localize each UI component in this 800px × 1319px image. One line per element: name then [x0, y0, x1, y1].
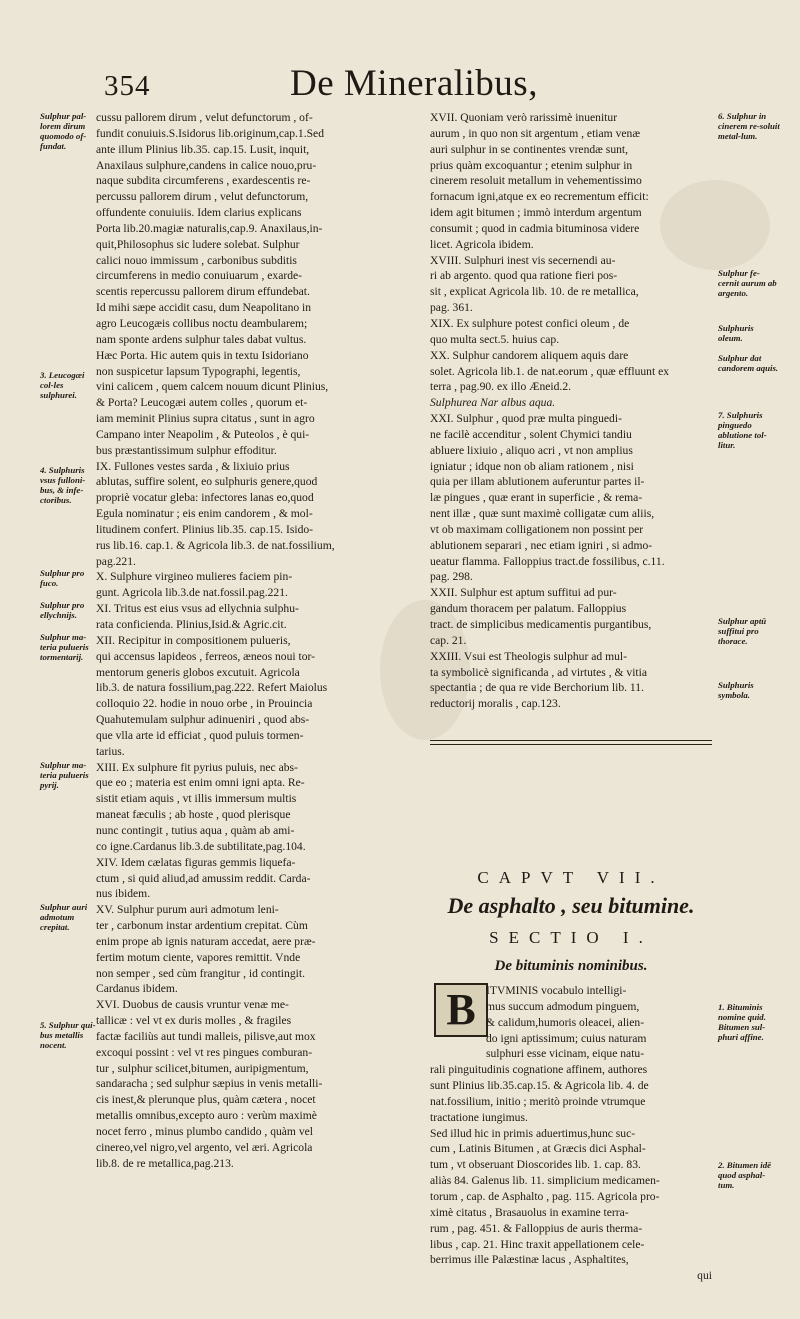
- text-line: ter , carbonum instar ardentium crepitat. Cùm: [96, 919, 308, 933]
- margin-note: Sulphur fe-cernit aurum ab argento.: [718, 268, 777, 298]
- text-line: ne facilè accenditur , solent Chymici tandiu: [430, 427, 632, 441]
- text-line: XX. Sulphur candorem aliquem aquis dare: [430, 348, 629, 362]
- text-line: ctum , si quid aliud,ad amussim reddit. Carda-: [96, 871, 311, 885]
- text-line: læ pingues , quæ erant in superficie , & rema-: [430, 491, 643, 505]
- section-heading: SECTIO I.: [489, 928, 653, 947]
- text-line: Porta lib.20.magiæ naturalis,cap.9. Anaxilaus,in-: [96, 221, 323, 235]
- chapter-rule: [430, 740, 712, 741]
- margin-note: 2. Bitumen idē quod asphal-tum.: [718, 1160, 772, 1190]
- text-line: lib.8. de re metallica,pag.213.: [96, 1156, 234, 1170]
- text-line: sunt Plinius lib.35.cap.15. & Agricola lib. 4. de: [430, 1079, 649, 1093]
- text-line: XIII. Ex sulphure fit pyrius puluis, nec abs-: [96, 760, 298, 774]
- text-line: mentorum generis globos excutuit. Agricola: [96, 665, 300, 679]
- text-line: spectantia ; de qua re vide Berchorium lib. 11.: [430, 681, 644, 695]
- text-line: Anaxilaus sulphure,candens in calice nouo,pru-: [96, 158, 317, 172]
- text-line: qui accensus lapideos , ferreos, æneos noui tor-: [96, 649, 316, 663]
- text-line: que eo ; materia est enim omni igni apta. Re-: [96, 776, 305, 790]
- text-line: lib.3. de natura fossilium,pag.222. Refert Maiolus: [96, 681, 328, 695]
- margin-note: Sulphuris oleum.: [718, 323, 754, 343]
- text-line: co igne.Cardanus lib.3.de subtilitate,pag.104.: [96, 839, 306, 853]
- text-line: cis inest,& plerunque plus, quàm cætera , nocet: [96, 1093, 316, 1107]
- text-line: iam meminit Plinius supra citatus , sunt in agro: [96, 412, 315, 426]
- text-line: sandaracha ; sed sulphur sæpius in venis metalli-: [96, 1077, 323, 1091]
- text-line: agro Leucogæis collibus noctu deambularem;: [96, 316, 308, 330]
- text-line: reductorij moralis , cap.123.: [430, 697, 561, 711]
- text-line: nocet ferro , minus plumbo candido , quàm vel: [96, 1125, 314, 1138]
- text-line: quo multa sect.5. huius cap.: [430, 332, 560, 346]
- left-text-column: [96, 110, 396, 1172]
- page-header: [0, 60, 800, 108]
- text-line: licet. Agricola ibidem.: [430, 237, 534, 251]
- text-line: naque subdita circumferens , exardescentis re-: [96, 174, 311, 188]
- text-line: non semper , sed cùm frangitur , id contingit.: [96, 966, 305, 980]
- text-line: nunc contingit , tutius aqua , quàm ab ami-: [96, 823, 295, 837]
- text-line: quia per illam ablutionem auferuntur partes il-: [430, 475, 645, 489]
- text-line: rus lib.16. cap.1. & Agricola lib.3. de nat.fossilium,: [96, 538, 335, 552]
- text-line: XVI. Duobus de causis vruntur venæ me-: [96, 998, 289, 1012]
- text-line: que vlla arte id efficiat , quod puluis tormen-: [96, 728, 304, 742]
- text-line: tractatione iungimus.: [430, 1110, 528, 1124]
- section-title: De bituminis nominibus.: [494, 958, 648, 974]
- text-line: ablutionem separari , nec etiam igniri , si admo-: [430, 538, 653, 552]
- text-line: vt ob maximam colligationem non possint per: [430, 522, 644, 536]
- text-line: XXIII. Vsui est Theologis sulphur ad mul-: [430, 649, 627, 663]
- text-line: fertim motum ciente, vapores remittit. Vnde: [96, 950, 301, 964]
- text-line: maneat fæculis ; ab hoste , quod plerisque: [96, 808, 291, 822]
- text-line: mus succum admodum pinguem,: [486, 999, 640, 1013]
- text-line: sistit etiam aquis , vt illis immersum multis: [96, 792, 297, 806]
- margin-note: Sulphur dat candorem aquis.: [718, 353, 779, 373]
- text-line: nat.fossilium, initio ; meritò proinde vtrumque: [430, 1094, 646, 1108]
- text-line: sit , explicat Agricola lib. 10. de re metallica,: [430, 285, 639, 299]
- text-line: litudinem confert. Plinius lib.35. cap.15. Isido-: [96, 522, 314, 536]
- text-line: nus ibidem.: [96, 887, 151, 901]
- text-line: igniatur ; idque non ob aliam rationem , nisi: [430, 459, 634, 473]
- right-text-column: [430, 110, 712, 712]
- text-line: Hæc Porta. Hic autem quis in textu Isidoriano: [96, 348, 309, 362]
- text-line: cum , Latinis Bitumen , at Græcis dici Asphal-: [430, 1142, 646, 1156]
- text-line: XXII. Sulphur est aptum suffitui ad pur-: [430, 586, 617, 600]
- margin-note: Sulphur ma-teria pulueris pyrij.: [40, 760, 89, 790]
- text-line: ueatur flamma. Falloppius tract.de fossilibus, c.11.: [430, 554, 665, 568]
- chapter-heading: CAPVT VII.: [477, 868, 665, 887]
- text-line: IX. Fullones vestes sarda , & lixiuio prius: [96, 459, 290, 473]
- text-line: solet. Agricola lib.1. de nat.eorum , quæ effluunt ex: [430, 364, 670, 378]
- text-line: non suspicetur lapsum Typographi, legentis,: [96, 364, 301, 378]
- text-line: percussu pallorem dirum , velut defunctorum,: [96, 190, 309, 204]
- text-line: factæ faciliùs aut tundi malleis, pilisve,aut mox: [96, 1029, 316, 1043]
- margin-note: Sulphur pal-lorem dirum quomodo of-fundat.: [40, 111, 87, 151]
- text-line: tallicæ : vel vt ex duris molles , & fragiles: [96, 1014, 292, 1028]
- text-line: rata conficienda. Plinius,Isid.& Agric.cit.: [96, 618, 287, 631]
- text-line: XI. Tritus est eius vsus ad ellychnia sulphu-: [96, 602, 299, 616]
- chapter-rule: [430, 744, 712, 745]
- text-line: libus , cap. 21. Hinc traxit appellationem cele-: [430, 1237, 645, 1251]
- text-line: nent illæ , quæ sunt maximè colligatæ cum aliis,: [430, 507, 655, 521]
- text-line: Sed illud hic in primis aduertimus,hunc suc-: [430, 1126, 636, 1140]
- text-line: tum , vt obseruant Dioscorides lib. 1. cap. 83.: [430, 1158, 641, 1172]
- margin-note: 4. Sulphuris vsus fulloni-bus, & infe-ctoribus.: [40, 465, 86, 505]
- text-line: ximè citatus , Brasauolus in examine terra-: [430, 1205, 629, 1219]
- text-line: rali pinguitudinis cognatione affinem, authores: [430, 1063, 648, 1077]
- text-line: colloquio 22. hodie in nouo orbe , in Prouincia: [96, 697, 313, 711]
- margin-note: Sulphur pro ellychnijs.: [40, 600, 85, 620]
- text-line: Egula nominatur ; eis enim candorem , & mol-: [96, 507, 313, 521]
- margin-note: Sulphur pro fuco.: [40, 568, 85, 588]
- text-line: XIX. Ex sulphure potest confici oleum , de: [430, 316, 630, 330]
- text-line: XV. Sulphur purum auri admotum leni-: [96, 903, 279, 917]
- text-line: consumit ; quod in cadmia bituminosa videre: [430, 221, 640, 235]
- text-line: XXI. Sulphur , quod præ multa pinguedi-: [430, 412, 622, 426]
- text-line: cinereo,vel nigro,vel argento, vel æri. Agricola: [96, 1140, 313, 1154]
- text-line: ante illum Plinius lib.35. cap.15. Lusit, inquit,: [96, 142, 310, 156]
- text-line: excoqui possint : vel vt res pingues comburan-: [96, 1045, 313, 1059]
- text-line: XIV. Idem cælatas figuras gemmis liquefa-: [96, 855, 296, 869]
- text-line: X. Sulphure virgineo mulieres faciem pin-: [96, 570, 293, 584]
- margin-note: Sulphur aptū suffitui pro thorace.: [718, 616, 767, 646]
- text-line: enim prope ab ignis naturam accedat, aere præ-: [96, 934, 316, 948]
- margin-note: 1. Bituminis nomine quid. Bitumen sul-phuri affine.: [718, 1002, 766, 1042]
- text-line: berrimus ille Palæstinæ lacus , Asphaltites,: [430, 1253, 629, 1267]
- text-line: ITVMINIS vocabulo intelligi-: [486, 984, 627, 997]
- text-line: abluere lixiuio , aliquo acri , vt non amplius: [430, 443, 633, 457]
- text-line: ta symbolicè significanda , ad virtutes , & vitia: [430, 665, 648, 679]
- text-line: Quahutemulam sulphur adinueniri , quod abs-: [96, 713, 310, 727]
- text-line: ri ab argento. quod qua ratione fieri pos-: [430, 269, 618, 283]
- text-line: offundente conuiuiis. Idem clarius explicans: [96, 206, 302, 220]
- text-line: Cardanus ibidem.: [96, 982, 178, 996]
- text-line: rum , pag. 451. & Falloppius de auris therma-: [430, 1221, 643, 1235]
- running-title: De Mineralibus,: [290, 63, 538, 104]
- text-line: do igni aptissimum; cuius naturam: [486, 1031, 647, 1045]
- text-line: prius quàm excoquantur ; etenim sulphur in: [430, 158, 633, 172]
- text-line: pag. 361.: [430, 301, 473, 315]
- text-line: terra , pag.90. ex illo Æneid.2.: [430, 380, 572, 394]
- margin-note: Sulphuris symbola.: [718, 680, 754, 700]
- text-line: fundit conuiuis.S.Isidorus lib.originum,cap.1.Sed: [96, 126, 324, 140]
- page-number: 354: [104, 70, 151, 102]
- initial-letter: B: [446, 985, 476, 1034]
- text-line: Id mihi sæpe accidit casu, dum Neapolitano in: [96, 301, 312, 315]
- text-line: circumferens in medio conuiuarum , exarde-: [96, 269, 303, 283]
- text-line: Sulphurea Nar albus aqua.: [430, 396, 556, 410]
- text-line: sulphuri esse vicinam, eique natu-: [486, 1047, 645, 1061]
- text-line: & Porta? Leucogæi autem colles , quorum et-: [96, 396, 308, 410]
- margin-note: Sulphur ma-teria pulueris tormentarij.: [40, 632, 89, 662]
- text-line: Campano inter Neapolim , & Puteolos , è qui-: [96, 427, 310, 441]
- text-line: aurum , in quo non sit argentum , etiam venæ: [430, 126, 641, 140]
- text-line: gunt. Agricola lib.3.de nat.fossil.pag.221.: [96, 586, 288, 600]
- text-line: tarius.: [96, 744, 125, 758]
- text-line: pag.221.: [96, 554, 136, 568]
- text-line: aliàs 84. Galenus lib. 11. simplicium medicamen-: [430, 1174, 660, 1188]
- text-line: cap. 21.: [430, 633, 467, 647]
- chapter-body: [430, 983, 712, 1284]
- text-line: XVIII. Sulphuri inest vis secernendi au-: [430, 253, 616, 267]
- catchword: qui: [697, 1269, 712, 1283]
- text-line: & calidum,humoris oleacei, alien-: [486, 1015, 645, 1029]
- chapter-title: De asphalto , seu bitumine.: [447, 893, 695, 918]
- text-line: pag. 298.: [430, 570, 473, 584]
- margin-note: Sulphur auri admotum crepitat.: [40, 902, 88, 932]
- text-line: cussu pallorem dirum , velut defunctorum , of-: [96, 111, 313, 124]
- margin-note: 3. Leucogæi col-les sulphurei.: [40, 370, 85, 400]
- text-line: vini calicem , quem calcem nouum dicunt Plinius,: [96, 380, 329, 394]
- text-line: auri sulphur in se continentes vrendæ sunt,: [430, 142, 629, 156]
- text-line: calici nouo immissum , carbonibus subditis: [96, 253, 297, 267]
- text-line: scentis repercussu pallorem dirum effundebat.: [96, 285, 310, 299]
- margin-note: 7. Sulphuris pinguedo ablutione tol-litur.: [718, 410, 767, 450]
- text-line: XII. Recipitur in compositionem pulueris,: [96, 633, 291, 647]
- text-line: ablutas, suffire solent, eo sulphuris genere,quod: [96, 475, 318, 489]
- margin-note: 5. Sulphur qui-bus metallis nocent.: [40, 1020, 96, 1050]
- margin-note: 6. Sulphur in cinerem re-soluit metal-lum.: [718, 111, 780, 141]
- text-line: gandum thoracem per palatum. Falloppius: [430, 602, 627, 616]
- text-line: nam sponte ardens sulphur tales dabat vultus.: [96, 332, 307, 346]
- text-line: quit,Philosophus sic ludere solebat. Sulphur: [96, 237, 300, 251]
- text-line: tur , sulphur scilicet,bitumen, auripigmentum,: [96, 1061, 309, 1075]
- text-line: fornacum igni,atque ex eo recrementum efficit:: [430, 190, 649, 204]
- text-line: tract. de simplicibus medicamentis purgantibus,: [430, 618, 652, 631]
- text-line: propriè vocatur gleba: infectores lanas eo,quod: [96, 491, 314, 505]
- text-line: metallis omnibus,excepto auro : verùm maximè: [96, 1109, 317, 1123]
- text-line: bus præstantissimum sulphur effoditur.: [96, 443, 277, 457]
- text-line: XVII. Quoniam verò rarissimè inuenitur: [430, 111, 618, 124]
- text-line: torum , cap. de Asphalto , pag. 115. Agricola pro-: [430, 1189, 660, 1203]
- text-line: idem agit bitumen ; immò interdum argentum: [430, 206, 642, 220]
- text-line: cinerem resoluit metallum in vehementissimo: [430, 174, 642, 188]
